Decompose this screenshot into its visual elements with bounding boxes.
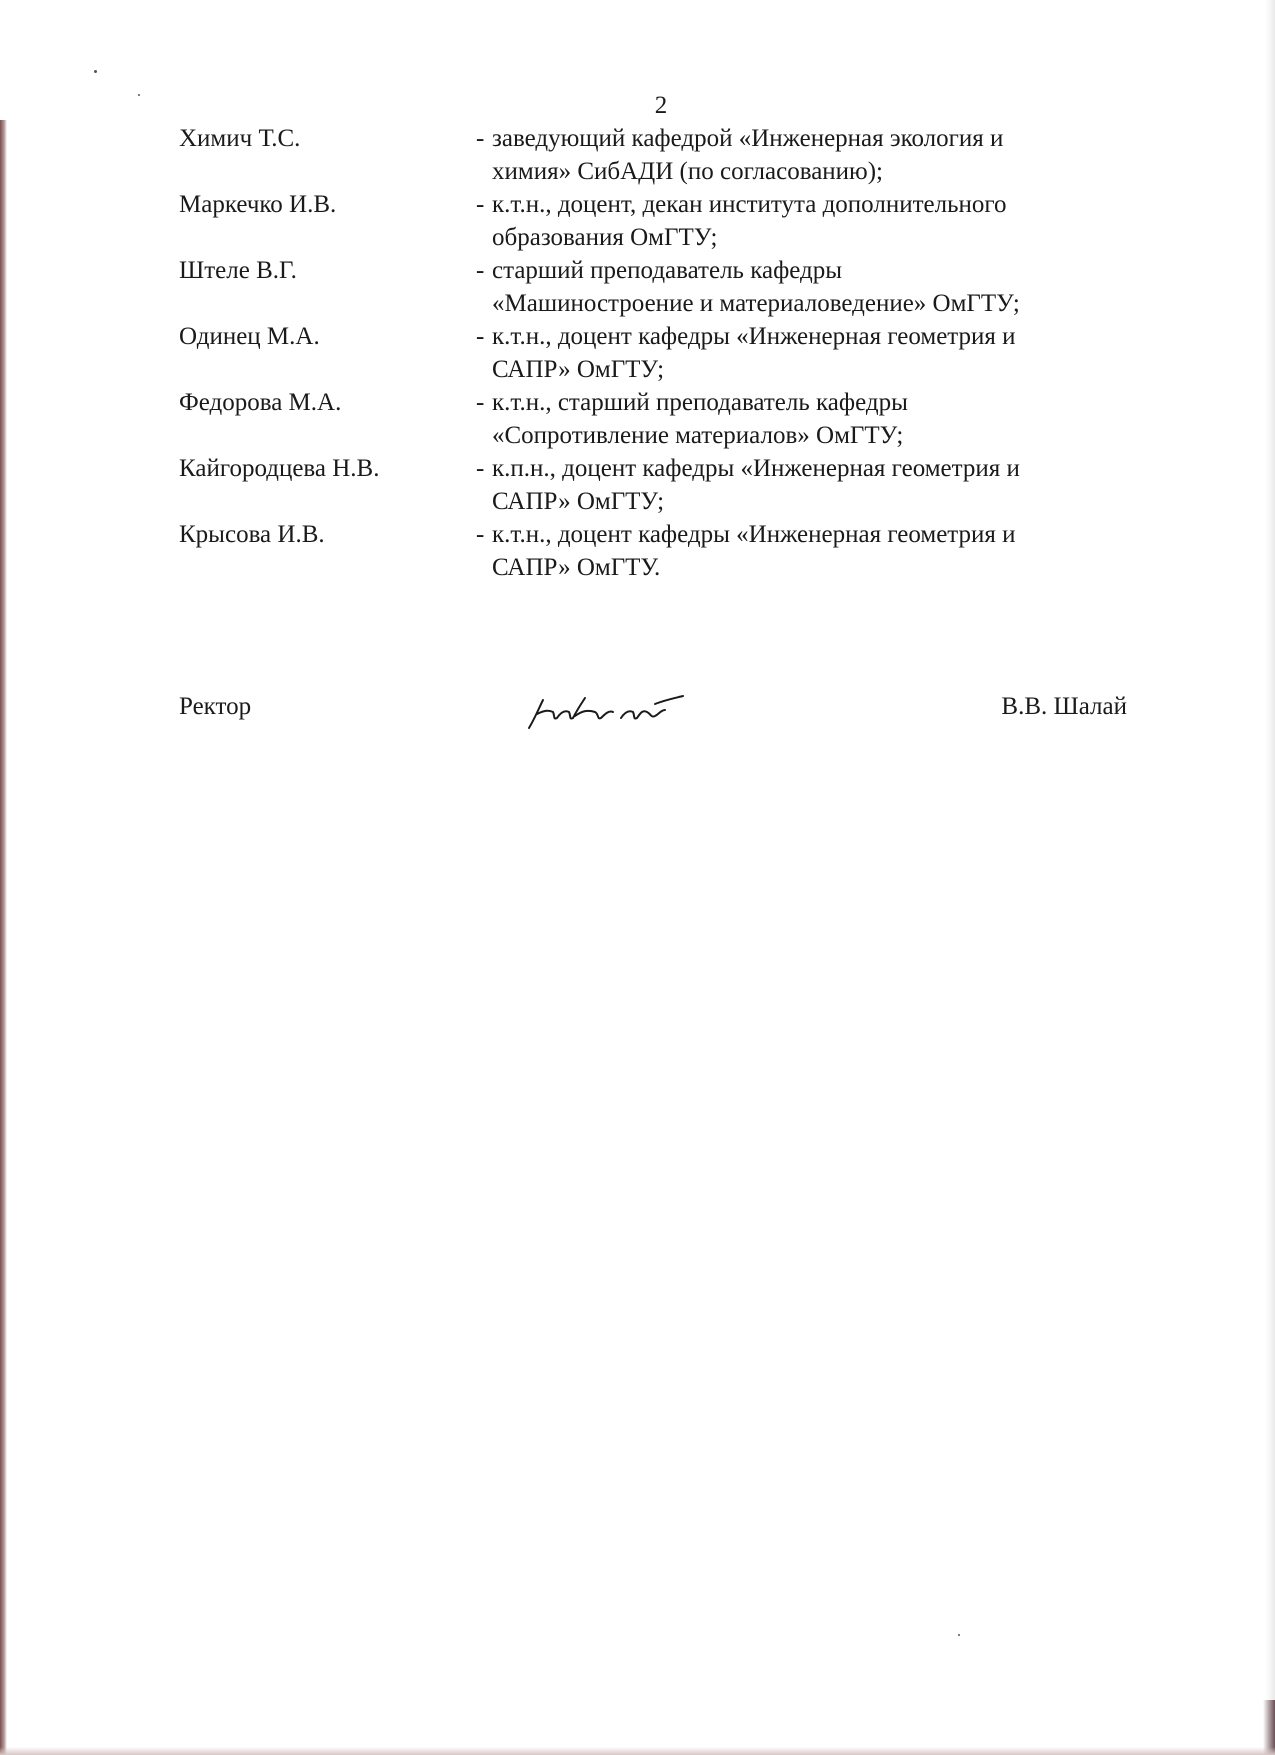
scan-edge-right bbox=[1265, 0, 1275, 1755]
member-role bbox=[492, 386, 1152, 452]
handwritten-signature bbox=[515, 680, 685, 736]
member-role-line: химия» СибАДИ (по согласованию); bbox=[492, 158, 883, 185]
scan-speck bbox=[94, 70, 97, 73]
scan-edge-left bbox=[0, 120, 7, 1755]
member-name: Одинец М.А. bbox=[179, 323, 320, 350]
member-role-line: САПР» ОмГТУ. bbox=[492, 554, 661, 581]
member-dash: - bbox=[476, 323, 485, 350]
member-row bbox=[179, 320, 1179, 386]
member-row bbox=[179, 452, 1179, 518]
member-role bbox=[492, 188, 1152, 254]
member-row bbox=[179, 518, 1179, 584]
member-role-line: к.т.н., доцент, декан института дополнительного bbox=[492, 191, 1007, 218]
member-dash: - bbox=[476, 257, 485, 284]
member-name: Маркечко И.В. bbox=[179, 191, 337, 218]
member-name: Химич Т.С. bbox=[179, 125, 301, 152]
member-dash: - bbox=[476, 389, 485, 416]
member-row bbox=[179, 386, 1179, 452]
member-role-line: САПР» ОмГТУ; bbox=[492, 488, 665, 515]
member-role-line: к.т.н., старший преподаватель кафедры bbox=[492, 389, 908, 416]
member-role bbox=[492, 320, 1152, 386]
member-role-line: заведующий кафедрой «Инженерная экология и bbox=[492, 125, 1004, 152]
member-row bbox=[179, 122, 1179, 188]
member-name: Кайгородцева Н.В. bbox=[179, 455, 380, 482]
member-row bbox=[179, 254, 1179, 320]
member-role-line: старший преподаватель кафедры bbox=[492, 257, 843, 284]
scan-edge-bottom bbox=[0, 1747, 1275, 1755]
member-role bbox=[492, 254, 1152, 320]
member-role bbox=[492, 518, 1152, 584]
member-dash: - bbox=[476, 125, 485, 152]
signature-block bbox=[179, 690, 1127, 740]
signatory-title: Ректор bbox=[179, 693, 252, 720]
member-dash: - bbox=[476, 521, 485, 548]
member-role-line: к.п.н., доцент кафедры «Инженерная геометрия и bbox=[492, 455, 1020, 482]
member-role bbox=[492, 122, 1152, 188]
committee-member-list bbox=[179, 122, 1179, 584]
signatory-name: В.В. Шалай bbox=[1001, 693, 1127, 720]
member-role-line: к.т.н., доцент кафедры «Инженерная геометрия и bbox=[492, 521, 1016, 548]
member-role bbox=[492, 452, 1152, 518]
member-role-line: образования ОмГТУ; bbox=[492, 224, 718, 251]
page-number: 2 bbox=[654, 92, 668, 119]
member-dash: - bbox=[476, 191, 485, 218]
member-role-line: «Сопротивление материалов» ОмГТУ; bbox=[492, 422, 904, 449]
member-role-line: к.т.н., доцент кафедры «Инженерная геометрия и bbox=[492, 323, 1016, 350]
member-name: Федорова М.А. bbox=[179, 389, 342, 416]
member-row bbox=[179, 188, 1179, 254]
member-name: Крысова И.В. bbox=[179, 521, 325, 548]
member-role-line: «Машиностроение и материаловедение» ОмГТУ; bbox=[492, 290, 1020, 317]
member-dash: - bbox=[476, 455, 485, 482]
member-role-line: САПР» ОмГТУ; bbox=[492, 356, 665, 383]
scan-speck bbox=[958, 1634, 960, 1636]
member-name: Штеле В.Г. bbox=[179, 257, 297, 284]
